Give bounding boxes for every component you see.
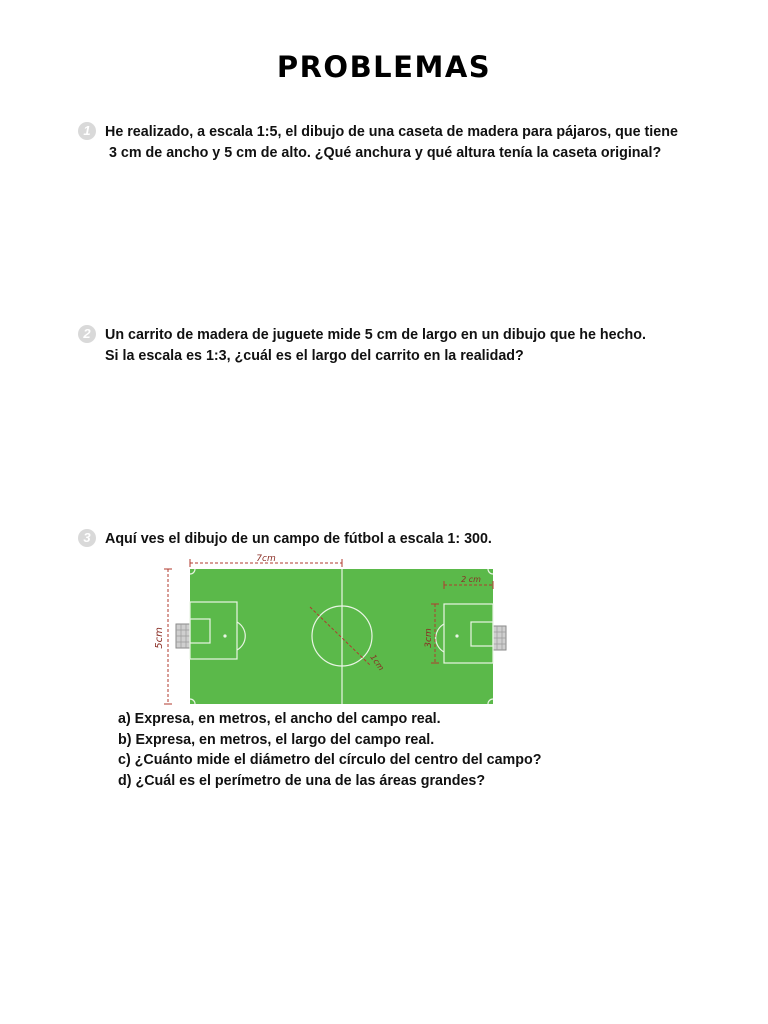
football-field-svg: [135, 552, 510, 708]
problem-number-badge: 3: [78, 529, 96, 547]
problem-text: [105, 529, 715, 550]
label-circle: 1cm: [368, 652, 386, 673]
label-length: 7cm: [256, 554, 276, 564]
label-area-depth: 2 cm: [461, 575, 481, 584]
problem-line: Un carrito de madera de juguete mide 5 cm de largo en un dibujo que he hecho.: [105, 327, 646, 343]
problem-line: Si la escala es 1:3, ¿cuál es el largo del carrito en la realidad?: [105, 347, 524, 364]
page-title: PROBLEMAS: [276, 50, 492, 84]
label-area-width: 3cm: [424, 628, 434, 648]
problem-line: 3 cm de ancho y 5 cm de alto. ¿Qué anchura y qué altura tenía la caseta original?: [109, 144, 662, 161]
problem-line: Aquí ves el dibujo de un campo de fútbol a escala 1: 300.: [105, 531, 492, 547]
subquestion-d: d) ¿Cuál es el perímetro de una de las áreas grandes?: [118, 772, 486, 789]
right-goal-net: [492, 626, 506, 650]
subquestion-a: a) Expresa, en metros, el ancho del campo real.: [118, 711, 441, 727]
label-width: 5cm: [154, 627, 165, 649]
left-goal-net: [176, 624, 190, 648]
subquestions-list: [118, 709, 541, 791]
football-field-illustration: [135, 552, 510, 708]
problem-text: [105, 122, 715, 163]
problem-text: [105, 325, 715, 366]
problem-number-badge: 2: [78, 325, 96, 343]
subquestion-b: b) Expresa, en metros, el largo del campo real.: [118, 731, 435, 748]
problem-number-badge: 1: [78, 122, 96, 140]
subquestion-c: c) ¿Cuánto mide el diámetro del círculo del centro del campo?: [118, 752, 542, 768]
problem-line: He realizado, a escala 1:5, el dibujo de una caseta de madera para pájaros, que tiene: [105, 124, 678, 140]
